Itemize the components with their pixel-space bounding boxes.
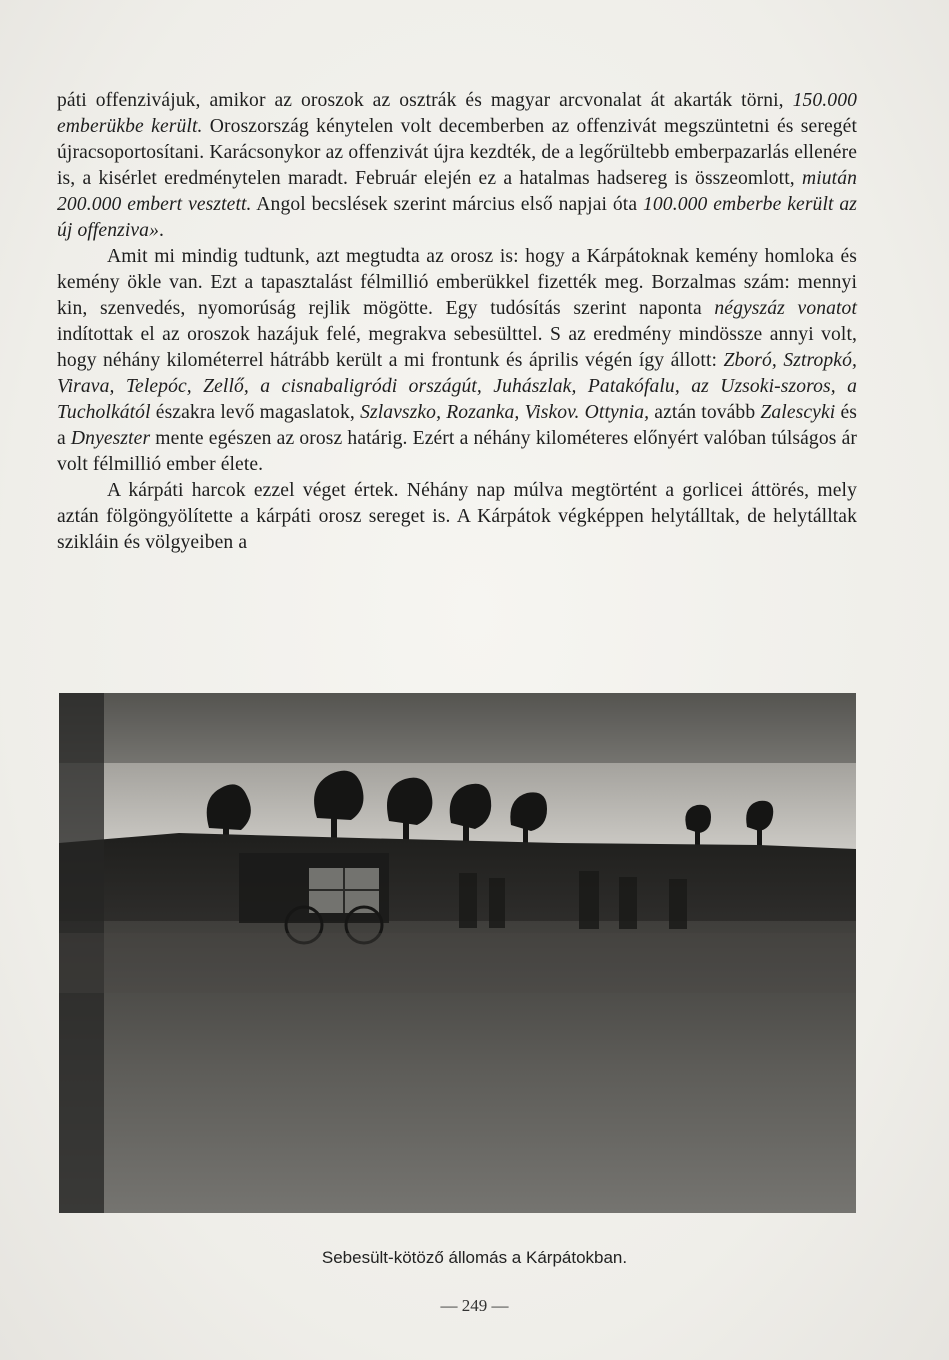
text-run: páti offenzivájuk, amikor az oroszok az osztrák és magyar arcvonalat át akarták törni, [57,90,793,111]
text-run: A kárpáti harcok ezzel véget értek. Néhány nap múlva megtörtént a gorlicei áttörés, mely aztán fölgöngyölítette a kárpáti orosz sereget is. A Kárpátok végképpen helytálltak, de helytálltak szikláin és völgyeiben a [57,480,857,553]
text-run: és a [57,402,857,449]
paragraph-2 [57,244,857,478]
photograph-field-dressing-station [59,693,856,1213]
text-run: indítottak el az oroszok hazájuk felé, megrakva sebesülttel. S az eredmény mindössze annyi volt, hogy néhány kilométerrel hátrább került a mi frontunk és április végén így állott: [57,324,857,371]
text-run: mente egészen az orosz határig. Ezért a néhány kilométeres előnyért valóban túlságos ár volt félmillió ember élete. [57,428,857,475]
text-run: északra levő magaslatok, [150,402,361,423]
italic-run: 150.000 emberükbe került. [57,90,857,137]
italic-run: Szlavszko, Rozanka, Viskov. Ottynia, [360,402,650,423]
text-run: Angol becslések szerint március első napjai óta [251,194,643,215]
paragraph-1 [57,88,857,244]
figure-caption: Sebesült-kötöző állomás a Kárpátokban. [321,1248,628,1267]
italic-run: miután 200.000 embert vesztett. [57,168,857,215]
italic-run: 100.000 emberbe került az új offenziva» [57,194,857,241]
italic-run: Zboró, Sztropkó, Virava, Telepóc, Zellő, a cisnabaligródi országút, Juhászlak, Patakófalu, az Uzsoki-szoros, a Tucholkától [57,350,857,423]
italic-run: Zalescyki [760,402,836,423]
text-run: Oroszország kénytelen volt decemberben az offenzivát megszüntetni és seregét újracsoportosítani. Karácsonykor az offenzivát újra kezdték, de a legőrültebb emberpazarlás ellenére is, a kisérlet eredménytelen maradt. Február elején ez a hatalmas hadsereg is összeomlott, [57,116,857,189]
italic-run: Dnyeszter [70,428,151,449]
paragraph-3 [57,478,857,556]
italic-run: négyszáz vonatot [714,298,857,319]
text-run: Amit mi mindig tudtunk, azt megtudta az orosz is: hogy a Kárpátoknak kemény homloka és kemény ökle van. Ezt a tapasztalást félmillió emberükkel fizették meg. Borzalmas szám: mennyi kin, szenvedés, nyomorúság rejlik mögötte. Egy tudósítás szerint naponta [57,246,857,319]
body-text [57,88,857,556]
text-run: aztán tovább [649,402,761,423]
text-run: . [158,220,164,241]
photo-illustration [59,693,856,1213]
page-number: — 249 — [440,1296,509,1315]
